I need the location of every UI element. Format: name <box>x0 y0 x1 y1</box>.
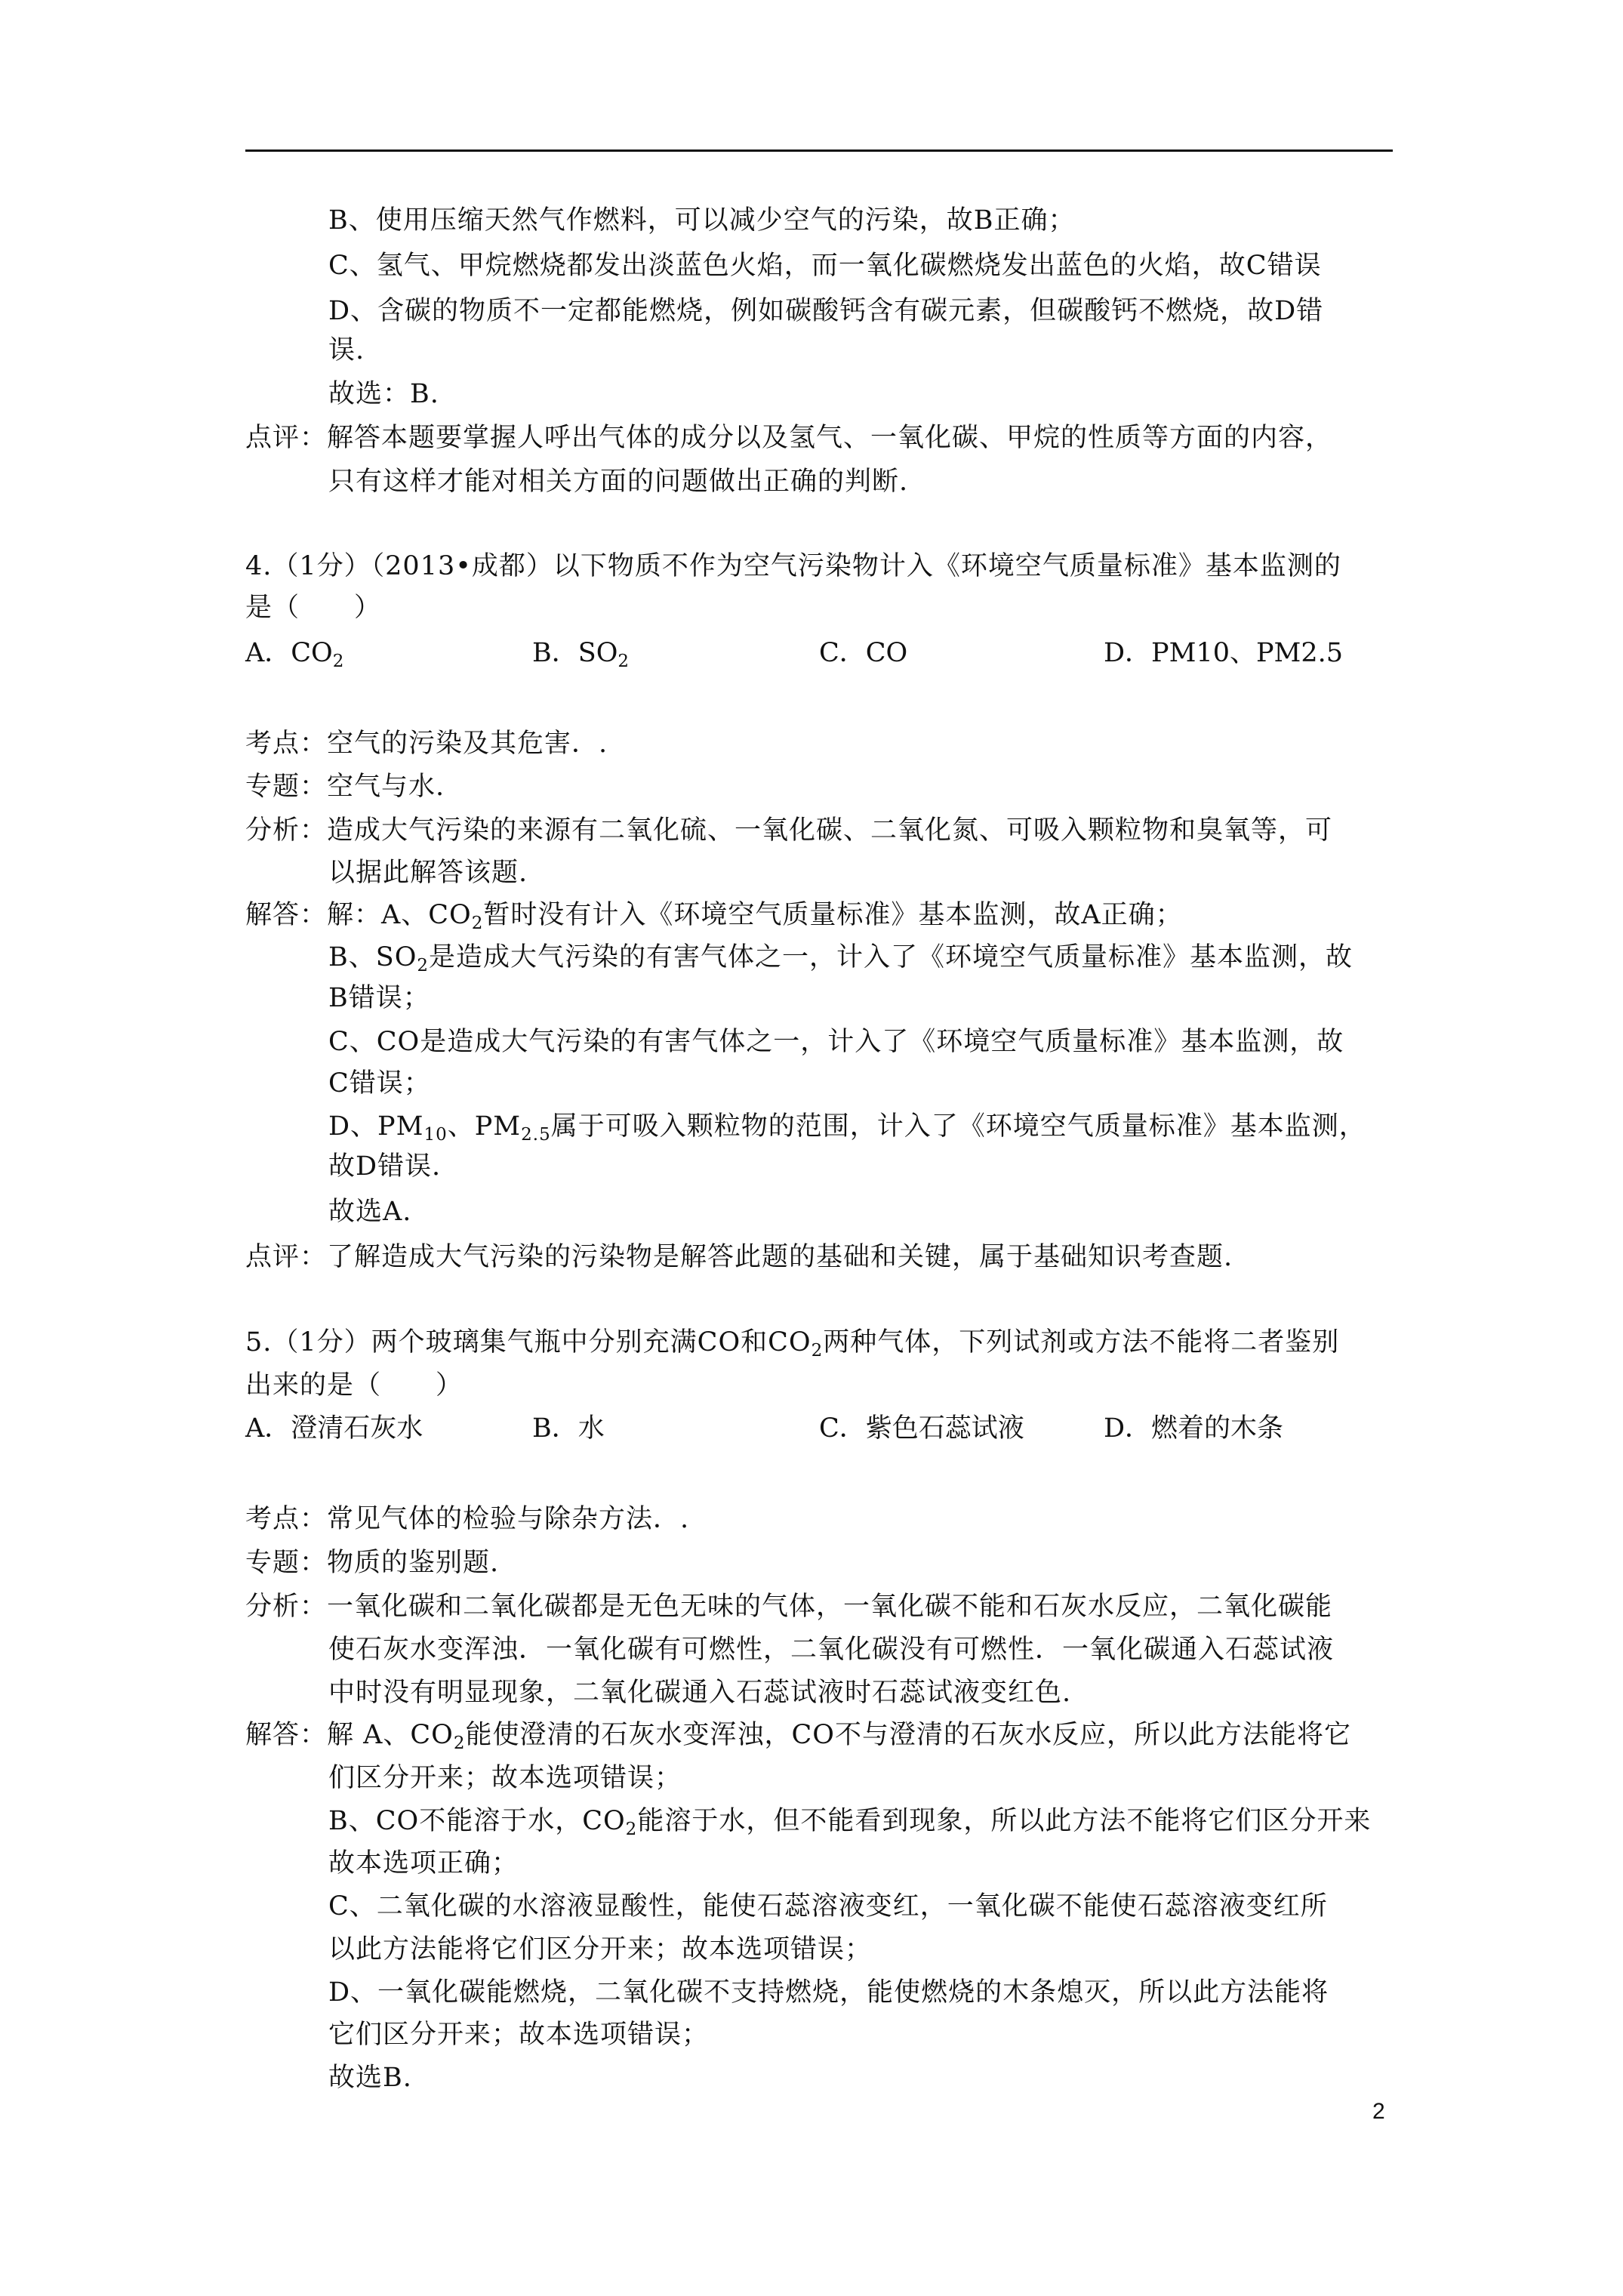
q4-zhuanti: 专题：空气与水. <box>245 772 445 802</box>
q3-comment-cont: 只有这样才能对相关方面的问题做出正确的判断. <box>328 467 909 497</box>
q3-comment: 点评：解答本题要掌握人呼出气体的成分以及氢气、一氧化碳、甲烷的性质等方面的内容， <box>245 423 1333 453</box>
q4-option-b: B．$SO_2$ <box>532 638 630 671</box>
q5-jieda-c: C、二氧化碳的水溶液显酸性，能使石蕊溶液变红，一氧化碳不能使石蕊溶液变红所 <box>328 1891 1328 1922</box>
q4-stem: 4.（1分）（2013•成都）以下物质不作为空气污染物计入《环境空气质量标准》基本监测的 <box>245 551 1341 581</box>
q5-zhuanti: 专题：物质的鉴别题. <box>245 1548 500 1578</box>
q4-jieda-d: D、$PM_{10}$、$PM_{2.5}$属于可吸入颗粒物的范围，计入了《环境空气质量标准》基本监测， <box>328 1111 1366 1145</box>
q4-option-a: A．$CO_2$ <box>245 638 344 671</box>
q5-jieda-a: 解答：解 A、$CO_2$能使澄清的石灰水变浑浊，CO不与澄清的石灰水反应，所以此方法能将它 <box>245 1720 1352 1753</box>
page-number: 2 <box>1372 2099 1385 2124</box>
q5-jieda-c-cont: 以此方法能将它们区分开来；故本选项错误； <box>328 1934 873 1965</box>
q5-stem-cont: 出来的是（ ） <box>245 1370 463 1401</box>
q4-jieda-b-cont: B错误； <box>328 983 430 1013</box>
q4-jieda-c: C、CO是造成大气污染的有害气体之一，计入了《环境空气质量标准》基本监测，故 <box>328 1027 1344 1057</box>
q3-explanation-d: D、含碳的物质不一定都能燃烧，例如碳酸钙含有碳元素，但碳酸钙不燃烧，故D错 <box>328 296 1324 326</box>
q4-option-c: C．CO <box>819 638 908 668</box>
q3-answer: 故选：B. <box>328 379 439 409</box>
q4-fenxi: 分析：造成大气污染的来源有二氧化硫、一氧化碳、二氧化氮、可吸入颗粒物和臭氧等，可 <box>245 815 1333 846</box>
q5-stem: 5.（1分）两个玻璃集气瓶中分别充满CO和$CO_2$两种气体，下列试剂或方法不能将二者鉴别 <box>245 1327 1340 1361</box>
q4-comment: 点评：了解造成大气污染的污染物是解答此题的基础和关键，属于基础知识考查题. <box>245 1242 1233 1272</box>
q4-fenxi-cont: 以据此解答该题. <box>328 858 528 888</box>
q5-option-d: D．燃着的木条 <box>1104 1413 1284 1444</box>
q3-explanation-c: C、氢气、甲烷燃烧都发出淡蓝色火焰，而一氧化碳燃烧发出蓝色的火焰，故C错误 <box>328 251 1322 281</box>
q5-jieda-d-cont: 它们区分开来；故本选项错误； <box>328 2020 710 2050</box>
q4-jieda-a: 解答：解：A、$CO_2$暂时没有计入《环境空气质量标准》基本监测，故A正确； <box>245 900 1183 933</box>
q5-option-b: B．水 <box>532 1413 605 1444</box>
q4-option-d: D．PM10、PM2.5 <box>1104 638 1344 668</box>
q5-jieda-b-cont: 故本选项正确； <box>328 1848 519 1878</box>
q5-jieda-a-cont: 们区分开来；故本选项错误； <box>328 1763 682 1793</box>
q5-kaodian: 考点：常见气体的检验与除杂方法．. <box>245 1504 690 1534</box>
q4-kaodian: 考点：空气的污染及其危害．. <box>245 729 608 759</box>
q5-fenxi-cont2: 中时没有明显现象，二氧化碳通入石蕊试液时石蕊试液变红色. <box>328 1678 1072 1708</box>
header-rule <box>245 149 1393 152</box>
q4-jieda-d-cont: 故D错误. <box>328 1151 442 1182</box>
q5-fenxi: 分析：一氧化碳和二氧化碳都是无色无味的气体，一氧化碳不能和石灰水反应，二氧化碳能 <box>245 1592 1333 1622</box>
q5-fenxi-cont1: 使石灰水变浑浊．一氧化碳有可燃性，二氧化碳没有可燃性．一氧化碳通入石蕊试液 <box>328 1635 1335 1665</box>
q5-jieda-d: D、一氧化碳能燃烧，二氧化碳不支持燃烧，能使燃烧的木条熄灭，所以此方法能将 <box>328 1977 1329 2008</box>
q5-option-a: A．澄清石灰水 <box>245 1413 423 1444</box>
q3-explanation-d-cont: 误. <box>328 335 365 365</box>
q5-jieda-b: B、CO不能溶于水，$CO_2$能溶于水，但不能看到现象，所以此方法不能将它们区分开来 <box>328 1806 1372 1839</box>
q4-stem-cont: 是（ ） <box>245 593 382 623</box>
q5-answer: 故选B. <box>328 2063 412 2093</box>
q5-option-c: C．紫色石蕊试液 <box>819 1413 1024 1444</box>
q4-jieda-c-cont: C错误； <box>328 1068 431 1099</box>
q4-answer: 故选A. <box>328 1197 412 1227</box>
q4-jieda-b: B、$SO_2$是造成大气污染的有害气体之一，计入了《环境空气质量标准》基本监测，故 <box>328 942 1354 975</box>
q3-explanation-b: B、使用压缩天然气作燃料，可以减少空气的污染，故B正确； <box>328 205 1076 236</box>
